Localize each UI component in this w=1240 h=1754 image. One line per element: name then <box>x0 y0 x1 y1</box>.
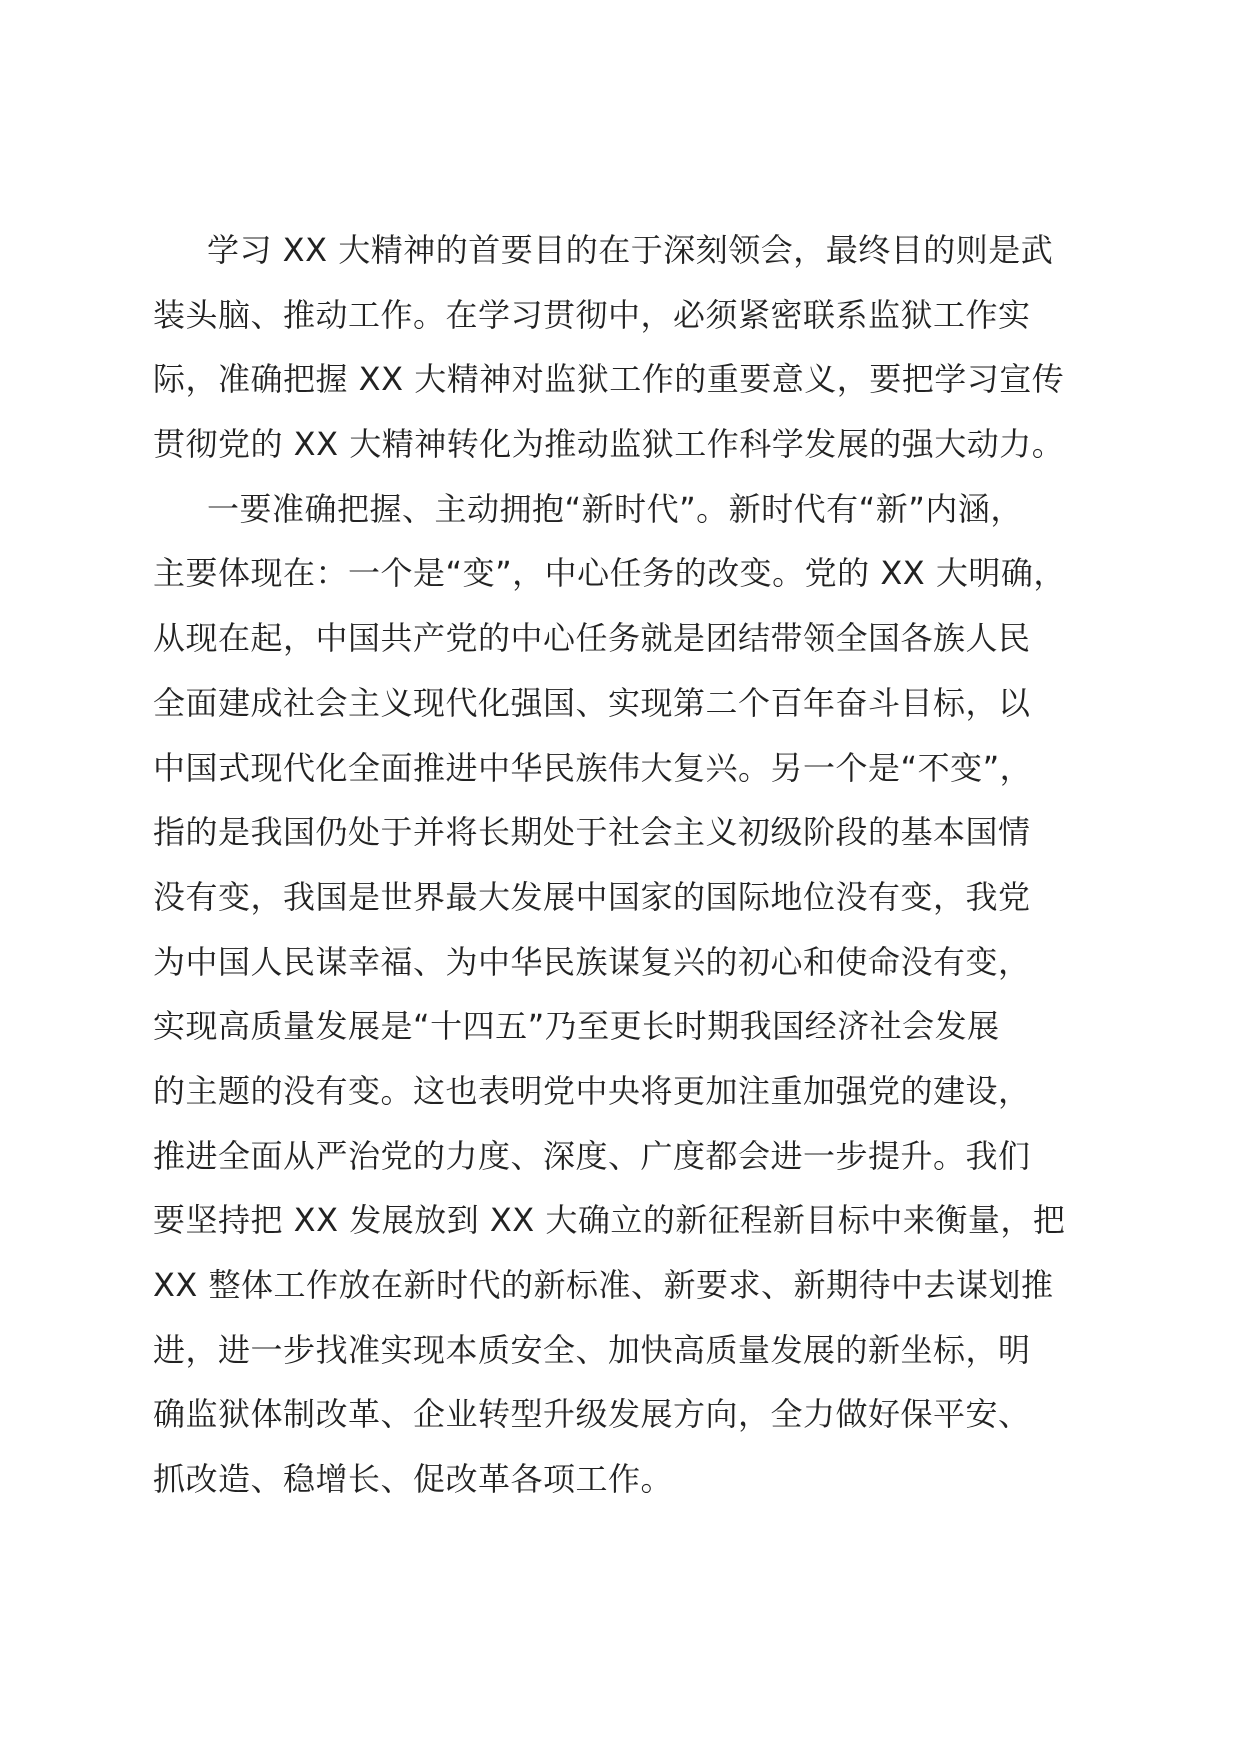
paragraph-2 <box>153 477 1088 1512</box>
paragraph-1 <box>153 218 1088 477</box>
paragraph-line: 装头脑、推动工作。在学习贯彻中，必须紧密联系监狱工作实 <box>153 295 1031 334</box>
paragraph-line: 推进全面从严治党的力度、深度、广度都会进一步提升。我们 <box>153 1136 1031 1175</box>
paragraph-line: 一要准确把握、主动拥抱“新时代”。新时代有“新”内涵， <box>207 489 1023 528</box>
paragraph-line: 学习 XX 大精神的首要目的在于深刻领会，最终目的则是武 <box>207 231 1054 269</box>
paragraph-line: 指的是我国仍处于并将长期处于社会主义初级阶段的基本国情 <box>153 813 1031 852</box>
paragraph-line: 的主题的没有变。这也表明党中央将更加注重加强党的建设， <box>153 1071 1031 1110</box>
paragraph-line: 确监狱体制改革、企业转型升级发展方向，全力做好保平安、 <box>153 1395 1031 1434</box>
paragraph-line: 实现高质量发展是“十四五”乃至更长时期我国经济社会发展 <box>153 1007 1000 1046</box>
paragraph-line: 中国式现代化全面推进中华民族伟大复兴。另一个是“不变”， <box>153 748 1033 787</box>
paragraph-line: 抓改造、稳增长、促改革各项工作。 <box>153 1460 674 1499</box>
paragraph-line: 为中国人民谋幸福、为中华民族谋复兴的初心和使命没有变， <box>153 942 1031 981</box>
paragraph-line: 际，准确把握 XX 大精神对监狱工作的重要意义，要把学习宣传 <box>153 360 1065 399</box>
paragraph-line: 贯彻党的 XX 大精神转化为推动监狱工作科学发展的强大动力。 <box>153 425 1065 464</box>
paragraph-line: 主要体现在：一个是“变”，中心任务的改变。党的 XX 大明确， <box>153 554 1066 593</box>
paragraph-line: 没有变，我国是世界最大发展中国家的国际地位没有变，我党 <box>153 877 1031 916</box>
paragraph-line: 要坚持把 XX 发展放到 XX 大确立的新征程新目标中来衡量，把 <box>153 1201 1066 1240</box>
document-body <box>153 218 1088 1512</box>
paragraph-line: 从现在起，中国共产党的中心任务就是团结带领全国各族人民 <box>153 619 1031 658</box>
paragraph-line: XX 整体工作放在新时代的新标准、新要求、新期待中去谋划推 <box>153 1266 1054 1304</box>
paragraph-line: 进，进一步找准实现本质安全、加快高质量发展的新坐标，明 <box>153 1330 1031 1369</box>
paragraph-line: 全面建成社会主义现代化强国、实现第二个百年奋斗目标，以 <box>153 683 1031 722</box>
